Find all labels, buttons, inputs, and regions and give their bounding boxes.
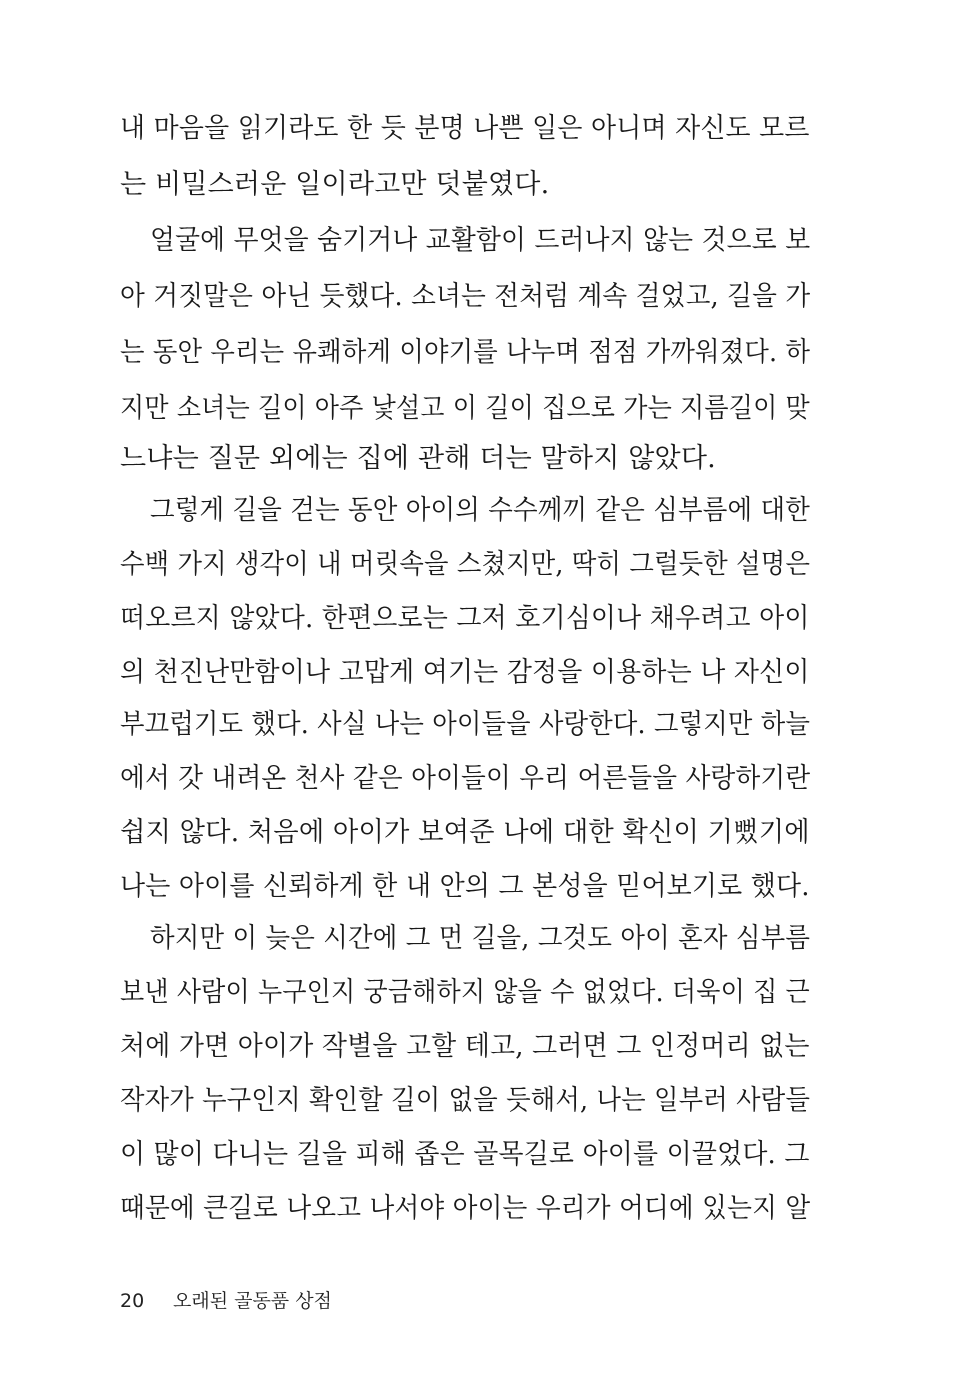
book-title: 오래된 골동품 상점: [173, 1290, 332, 1312]
text-line: 그렇게 길을 걷는 동안 아이의 수수께끼 같은 심부름에 대한: [150, 495, 811, 526]
text-line: 이 많이 다니는 길을 피해 좁은 골목길로 아이를 이끌었다. 그: [120, 1139, 810, 1170]
text-line: 는 동안 우리는 유쾌하게 이야기를 나누며 점점 가까워졌다. 하: [120, 337, 811, 368]
text-line: 부끄럽기도 했다. 사실 나는 아이들을 사랑한다. 그렇지만 하늘: [120, 709, 811, 740]
text-line: 수백 가지 생각이 내 머릿속을 스쳤지만, 딱히 그럴듯한 설명은: [120, 549, 811, 580]
text-line: 의 천진난만함이나 고맙게 여기는 감정을 이용하는 나 자신이: [120, 657, 810, 688]
text-line: 아 거짓말은 아닌 듯했다. 소녀는 전처럼 계속 걸었고, 길을 가: [120, 281, 811, 312]
text-line: 느냐는 질문 외에는 집에 관해 더는 말하지 않았다.: [120, 443, 716, 474]
text-line: 하지만 이 늦은 시간에 그 먼 길을, 그것도 아이 혼자 심부름: [150, 923, 811, 954]
text-line: 때문에 큰길로 나오고 나서야 아이는 우리가 어디에 있는지 알: [120, 1193, 811, 1224]
page-number: 20: [120, 1290, 145, 1312]
text-line: 내 마음을 읽기라도 한 듯 분명 나쁜 일은 아니며 자신도 모르: [120, 113, 810, 144]
text-line: 보낸 사람이 누구인지 궁금해하지 않을 수 없었다. 더욱이 집 근: [120, 977, 810, 1008]
text-line: 지만 소녀는 길이 아주 낯설고 이 길이 집으로 가는 지름길이 맞: [120, 393, 810, 424]
text-line: 처에 가면 아이가 작별을 고할 테고, 그러면 그 인정머리 없는: [120, 1031, 810, 1062]
text-line: 는 비밀스러운 일이라고만 덧붙였다.: [120, 169, 550, 200]
text-line: 얼굴에 무엇을 숨기거나 교활함이 드러나지 않는 것으로 보: [150, 225, 811, 256]
text-line: 작자가 누구인지 확인할 길이 없을 듯해서, 나는 일부러 사람들: [120, 1085, 811, 1116]
text-line: 떠오르지 않았다. 한편으로는 그저 호기심이나 채우려고 아이: [120, 603, 810, 634]
text-line: 에서 갓 내려온 천사 같은 아이들이 우리 어른들을 사랑하기란: [120, 763, 811, 794]
text-line: 나는 아이를 신뢰하게 한 내 안의 그 본성을 믿어보기로 했다.: [120, 871, 810, 902]
text-line: 쉽지 않다. 처음에 아이가 보여준 나에 대한 확신이 기뻤기에: [120, 817, 810, 848]
